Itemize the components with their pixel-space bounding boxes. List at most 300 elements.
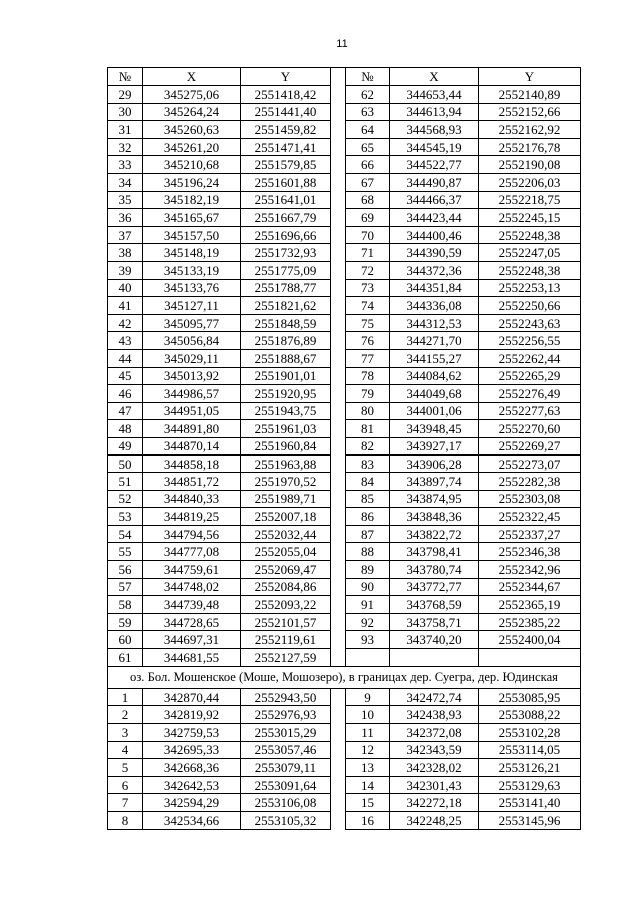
y-coordinate-cell: 2553102,28 bbox=[479, 723, 581, 741]
y-coordinate-cell: 2552282,38 bbox=[479, 473, 581, 491]
point-number-cell: 86 bbox=[346, 508, 390, 526]
table-row bbox=[108, 173, 581, 191]
table-row bbox=[108, 226, 581, 244]
y-coordinate-cell: 2551471,41 bbox=[241, 138, 331, 156]
column-spacer bbox=[331, 156, 346, 174]
x-coordinate-cell: 343948,45 bbox=[390, 420, 479, 438]
y-coordinate-cell: 2552069,47 bbox=[241, 561, 331, 579]
point-number-cell: 59 bbox=[108, 613, 143, 631]
x-coordinate-cell: 344271,70 bbox=[390, 332, 479, 350]
x-coordinate-cell: 342248,25 bbox=[390, 811, 479, 829]
y-coordinate-cell: 2551888,67 bbox=[241, 349, 331, 367]
table-row bbox=[108, 455, 581, 473]
table-row bbox=[108, 578, 581, 596]
point-number-cell: 52 bbox=[108, 490, 143, 508]
x-coordinate-cell: 345127,11 bbox=[143, 297, 241, 315]
point-number-cell: 62 bbox=[346, 86, 390, 104]
column-spacer bbox=[331, 596, 346, 614]
point-number-cell: 35 bbox=[108, 191, 143, 209]
y-coordinate-cell: 2552253,13 bbox=[479, 279, 581, 297]
table-row bbox=[108, 279, 581, 297]
y-coordinate-cell: 2551970,52 bbox=[241, 473, 331, 491]
point-number-cell: 82 bbox=[346, 437, 390, 455]
x-coordinate-cell: 344851,72 bbox=[143, 473, 241, 491]
x-coordinate-cell: 344351,84 bbox=[390, 279, 479, 297]
x-coordinate-cell: 343758,71 bbox=[390, 613, 479, 631]
x-coordinate-cell: 344840,33 bbox=[143, 490, 241, 508]
x-coordinate-cell: 342695,33 bbox=[143, 741, 241, 759]
x-coordinate-cell: 344466,37 bbox=[390, 191, 479, 209]
x-coordinate-cell: 345275,06 bbox=[143, 86, 241, 104]
y-coordinate-cell: 2552400,04 bbox=[479, 631, 581, 649]
table-row bbox=[108, 385, 581, 403]
y-coordinate-cell: 2553145,96 bbox=[479, 811, 581, 829]
y-coordinate-cell: 2552245,15 bbox=[479, 209, 581, 227]
column-spacer bbox=[331, 649, 346, 667]
table-row bbox=[108, 332, 581, 350]
page-number: 11 bbox=[336, 38, 348, 50]
point-number-cell: 65 bbox=[346, 138, 390, 156]
section-caption-group bbox=[108, 666, 581, 688]
point-number-cell: 40 bbox=[108, 279, 143, 297]
table-row bbox=[108, 191, 581, 209]
column-spacer bbox=[331, 226, 346, 244]
y-coordinate-cell: 2552093,22 bbox=[241, 596, 331, 614]
point-number-cell: 69 bbox=[346, 209, 390, 227]
header-point-number-right: № bbox=[346, 68, 390, 86]
y-coordinate-cell: 2551441,40 bbox=[241, 103, 331, 121]
x-coordinate-cell: 344372,36 bbox=[390, 261, 479, 279]
x-coordinate-cell: 344400,46 bbox=[390, 226, 479, 244]
x-coordinate-cell: 345029,11 bbox=[143, 349, 241, 367]
y-coordinate-cell: 2551667,79 bbox=[241, 209, 331, 227]
point-number-cell: 68 bbox=[346, 191, 390, 209]
point-number-cell: 78 bbox=[346, 367, 390, 385]
point-number-cell: 6 bbox=[108, 776, 143, 794]
column-spacer bbox=[331, 578, 346, 596]
x-coordinate-cell: 345013,92 bbox=[143, 367, 241, 385]
x-coordinate-cell: 342668,36 bbox=[143, 759, 241, 777]
y-coordinate-cell: 2552248,38 bbox=[479, 261, 581, 279]
point-number-cell: 67 bbox=[346, 173, 390, 191]
y-coordinate-cell: 2552256,55 bbox=[479, 332, 581, 350]
x-coordinate-cell: 344759,61 bbox=[143, 561, 241, 579]
table-row bbox=[108, 437, 581, 455]
table-row bbox=[108, 156, 581, 174]
point-number-cell: 92 bbox=[346, 613, 390, 631]
point-number-cell: 41 bbox=[108, 297, 143, 315]
column-spacer bbox=[331, 473, 346, 491]
table-row bbox=[108, 649, 581, 667]
column-spacer bbox=[331, 173, 346, 191]
x-coordinate-cell: 344891,80 bbox=[143, 420, 241, 438]
point-number-cell: 71 bbox=[346, 244, 390, 262]
column-spacer bbox=[331, 561, 346, 579]
point-number-cell: 91 bbox=[346, 596, 390, 614]
y-coordinate-cell: 2552976,93 bbox=[241, 706, 331, 724]
y-coordinate-cell: 2551920,95 bbox=[241, 385, 331, 403]
table-row bbox=[108, 759, 581, 777]
header-point-number-left: № bbox=[108, 68, 143, 86]
y-coordinate-cell: 2553141,40 bbox=[479, 794, 581, 812]
section-caption: оз. Бол. Мошенское (Моше, Мошозеро), в границах дер. Суегра, дер. Юдинская bbox=[108, 666, 581, 688]
table-row bbox=[108, 561, 581, 579]
point-number-cell: 70 bbox=[346, 226, 390, 244]
x-coordinate-cell: 343798,41 bbox=[390, 543, 479, 561]
x-coordinate-cell: 344522,77 bbox=[390, 156, 479, 174]
table-row bbox=[108, 209, 581, 227]
y-coordinate-cell: 2552248,38 bbox=[479, 226, 581, 244]
x-coordinate-cell: 344423,44 bbox=[390, 209, 479, 227]
table-row bbox=[108, 794, 581, 812]
y-coordinate-cell: 2552140,89 bbox=[479, 86, 581, 104]
y-coordinate-cell: 2552344,67 bbox=[479, 578, 581, 596]
column-spacer bbox=[331, 191, 346, 209]
table-row bbox=[108, 121, 581, 139]
x-coordinate-cell: 342819,92 bbox=[143, 706, 241, 724]
point-number-cell: 76 bbox=[346, 332, 390, 350]
y-coordinate-cell: 2553091,64 bbox=[241, 776, 331, 794]
point-number-cell: 5 bbox=[108, 759, 143, 777]
column-spacer bbox=[331, 688, 346, 706]
y-coordinate-cell: 2552084,86 bbox=[241, 578, 331, 596]
point-number-cell: 39 bbox=[108, 261, 143, 279]
column-spacer bbox=[331, 759, 346, 777]
point-number-cell: 36 bbox=[108, 209, 143, 227]
x-coordinate-cell: 343874,95 bbox=[390, 490, 479, 508]
column-spacer bbox=[331, 385, 346, 403]
x-coordinate-cell: 344777,08 bbox=[143, 543, 241, 561]
x-coordinate-cell: 342594,29 bbox=[143, 794, 241, 812]
point-number-cell: 44 bbox=[108, 349, 143, 367]
point-number-cell: 89 bbox=[346, 561, 390, 579]
y-coordinate-cell: 2552243,63 bbox=[479, 314, 581, 332]
y-coordinate-cell: 2552385,22 bbox=[479, 613, 581, 631]
table-header bbox=[108, 68, 581, 86]
x-coordinate-cell bbox=[390, 649, 479, 667]
y-coordinate-cell: 2553079,11 bbox=[241, 759, 331, 777]
y-coordinate-cell: 2552032,44 bbox=[241, 525, 331, 543]
y-coordinate-cell: 2552303,08 bbox=[479, 490, 581, 508]
y-coordinate-cell: 2552262,44 bbox=[479, 349, 581, 367]
column-spacer bbox=[331, 741, 346, 759]
point-number-cell: 42 bbox=[108, 314, 143, 332]
point-number-cell: 73 bbox=[346, 279, 390, 297]
x-coordinate-cell: 342472,74 bbox=[390, 688, 479, 706]
column-spacer bbox=[331, 613, 346, 631]
table-row bbox=[108, 244, 581, 262]
table-row bbox=[108, 402, 581, 420]
x-coordinate-cell: 345196,24 bbox=[143, 173, 241, 191]
x-coordinate-cell: 344049,68 bbox=[390, 385, 479, 403]
column-spacer bbox=[331, 543, 346, 561]
point-number-cell: 3 bbox=[108, 723, 143, 741]
table-row bbox=[108, 525, 581, 543]
point-number-cell: 90 bbox=[346, 578, 390, 596]
y-coordinate-cell: 2553114,05 bbox=[479, 741, 581, 759]
point-number-cell: 38 bbox=[108, 244, 143, 262]
coordinates-table bbox=[107, 67, 581, 830]
y-coordinate-cell: 2552206,03 bbox=[479, 173, 581, 191]
table-row bbox=[108, 723, 581, 741]
table-row bbox=[108, 297, 581, 315]
point-number-cell: 16 bbox=[346, 811, 390, 829]
point-number-cell: 30 bbox=[108, 103, 143, 121]
x-coordinate-cell: 345210,68 bbox=[143, 156, 241, 174]
x-coordinate-cell: 345264,24 bbox=[143, 103, 241, 121]
y-coordinate-cell: 2552176,78 bbox=[479, 138, 581, 156]
x-coordinate-cell: 344697,31 bbox=[143, 631, 241, 649]
point-number-cell: 37 bbox=[108, 226, 143, 244]
x-coordinate-cell: 345056,84 bbox=[143, 332, 241, 350]
point-number-cell: 80 bbox=[346, 402, 390, 420]
y-coordinate-cell: 2553126,21 bbox=[479, 759, 581, 777]
section-caption-row bbox=[108, 666, 581, 688]
table-row bbox=[108, 138, 581, 156]
y-coordinate-cell: 2552247,05 bbox=[479, 244, 581, 262]
column-spacer bbox=[331, 420, 346, 438]
point-number-cell: 88 bbox=[346, 543, 390, 561]
y-coordinate-cell: 2551821,62 bbox=[241, 297, 331, 315]
point-number-cell: 4 bbox=[108, 741, 143, 759]
y-coordinate-cell: 2552270,60 bbox=[479, 420, 581, 438]
point-number-cell: 8 bbox=[108, 811, 143, 829]
x-coordinate-cell: 345261,20 bbox=[143, 138, 241, 156]
header-y-right: Y bbox=[479, 68, 581, 86]
column-spacer bbox=[331, 455, 346, 473]
point-number-cell: 10 bbox=[346, 706, 390, 724]
y-coordinate-cell: 2551963,88 bbox=[241, 455, 331, 473]
y-coordinate-cell: 2551775,09 bbox=[241, 261, 331, 279]
x-coordinate-cell: 342642,53 bbox=[143, 776, 241, 794]
table-row bbox=[108, 543, 581, 561]
column-spacer bbox=[331, 68, 346, 86]
x-coordinate-cell: 344545,19 bbox=[390, 138, 479, 156]
column-spacer bbox=[331, 209, 346, 227]
y-coordinate-cell: 2551579,85 bbox=[241, 156, 331, 174]
table-row bbox=[108, 490, 581, 508]
y-coordinate-cell: 2552365,19 bbox=[479, 596, 581, 614]
y-coordinate-cell: 2551961,03 bbox=[241, 420, 331, 438]
point-number-cell: 84 bbox=[346, 473, 390, 491]
column-spacer bbox=[331, 706, 346, 724]
y-coordinate-cell: 2552250,66 bbox=[479, 297, 581, 315]
y-coordinate-cell: 2552162,92 bbox=[479, 121, 581, 139]
x-coordinate-cell: 344819,25 bbox=[143, 508, 241, 526]
table-row bbox=[108, 86, 581, 104]
y-coordinate-cell: 2551901,01 bbox=[241, 367, 331, 385]
x-coordinate-cell: 342870,44 bbox=[143, 688, 241, 706]
x-coordinate-cell: 344490,87 bbox=[390, 173, 479, 191]
y-coordinate-cell: 2551732,93 bbox=[241, 244, 331, 262]
column-spacer bbox=[331, 86, 346, 104]
point-number-cell: 51 bbox=[108, 473, 143, 491]
column-spacer bbox=[331, 121, 346, 139]
y-coordinate-cell: 2551459,82 bbox=[241, 121, 331, 139]
table-row bbox=[108, 508, 581, 526]
column-spacer bbox=[331, 261, 346, 279]
y-coordinate-cell: 2552007,18 bbox=[241, 508, 331, 526]
x-coordinate-cell: 342272,18 bbox=[390, 794, 479, 812]
y-coordinate-cell: 2553129,63 bbox=[479, 776, 581, 794]
point-number-cell: 12 bbox=[346, 741, 390, 759]
x-coordinate-cell: 343906,28 bbox=[390, 455, 479, 473]
x-coordinate-cell: 344728,65 bbox=[143, 613, 241, 631]
table-row bbox=[108, 613, 581, 631]
point-number-cell: 46 bbox=[108, 385, 143, 403]
x-coordinate-cell: 345148,19 bbox=[143, 244, 241, 262]
x-coordinate-cell: 343768,59 bbox=[390, 596, 479, 614]
header-x-left: X bbox=[143, 68, 241, 86]
y-coordinate-cell: 2552119,61 bbox=[241, 631, 331, 649]
y-coordinate-cell: 2552337,27 bbox=[479, 525, 581, 543]
x-coordinate-cell: 345095,77 bbox=[143, 314, 241, 332]
table-row bbox=[108, 688, 581, 706]
point-number-cell: 13 bbox=[346, 759, 390, 777]
y-coordinate-cell: 2551418,42 bbox=[241, 86, 331, 104]
column-spacer bbox=[331, 402, 346, 420]
point-number-cell: 34 bbox=[108, 173, 143, 191]
y-coordinate-cell: 2553105,32 bbox=[241, 811, 331, 829]
y-coordinate-cell: 2553088,22 bbox=[479, 706, 581, 724]
column-spacer bbox=[331, 103, 346, 121]
point-number-cell: 49 bbox=[108, 437, 143, 455]
point-number-cell bbox=[346, 649, 390, 667]
point-number-cell: 7 bbox=[108, 794, 143, 812]
x-coordinate-cell: 344870,14 bbox=[143, 437, 241, 455]
y-coordinate-cell: 2553106,08 bbox=[241, 794, 331, 812]
y-coordinate-cell: 2552127,59 bbox=[241, 649, 331, 667]
point-number-cell: 32 bbox=[108, 138, 143, 156]
x-coordinate-cell: 344951,05 bbox=[143, 402, 241, 420]
x-coordinate-cell: 344001,06 bbox=[390, 402, 479, 420]
x-coordinate-cell: 344155,27 bbox=[390, 349, 479, 367]
x-coordinate-cell: 345133,19 bbox=[143, 261, 241, 279]
y-coordinate-cell: 2552346,38 bbox=[479, 543, 581, 561]
y-coordinate-cell: 2553085,95 bbox=[479, 688, 581, 706]
y-coordinate-cell: 2551943,75 bbox=[241, 402, 331, 420]
point-number-cell: 61 bbox=[108, 649, 143, 667]
table-row bbox=[108, 103, 581, 121]
y-coordinate-cell: 2552101,57 bbox=[241, 613, 331, 631]
column-spacer bbox=[331, 811, 346, 829]
header-x-right: X bbox=[390, 68, 479, 86]
column-spacer bbox=[331, 794, 346, 812]
x-coordinate-cell: 343822,72 bbox=[390, 525, 479, 543]
x-coordinate-cell: 342343,59 bbox=[390, 741, 479, 759]
x-coordinate-cell: 344794,56 bbox=[143, 525, 241, 543]
point-number-cell: 81 bbox=[346, 420, 390, 438]
table-row bbox=[108, 314, 581, 332]
y-coordinate-cell: 2551876,89 bbox=[241, 332, 331, 350]
x-coordinate-cell: 343897,74 bbox=[390, 473, 479, 491]
y-coordinate-cell: 2552277,63 bbox=[479, 402, 581, 420]
point-number-cell: 58 bbox=[108, 596, 143, 614]
column-spacer bbox=[331, 437, 346, 455]
x-coordinate-cell: 345157,50 bbox=[143, 226, 241, 244]
y-coordinate-cell: 2551788,77 bbox=[241, 279, 331, 297]
point-number-cell: 45 bbox=[108, 367, 143, 385]
point-number-cell: 29 bbox=[108, 86, 143, 104]
point-number-cell: 74 bbox=[346, 297, 390, 315]
point-number-cell: 14 bbox=[346, 776, 390, 794]
x-coordinate-cell: 344653,44 bbox=[390, 86, 479, 104]
table-header-row bbox=[108, 68, 581, 86]
table-row bbox=[108, 776, 581, 794]
x-coordinate-cell: 343780,74 bbox=[390, 561, 479, 579]
table-row bbox=[108, 473, 581, 491]
point-number-cell: 33 bbox=[108, 156, 143, 174]
y-coordinate-cell: 2552273,07 bbox=[479, 455, 581, 473]
point-number-cell: 87 bbox=[346, 525, 390, 543]
x-coordinate-cell: 344568,93 bbox=[390, 121, 479, 139]
column-spacer bbox=[331, 138, 346, 156]
x-coordinate-cell: 344084,62 bbox=[390, 367, 479, 385]
x-coordinate-cell: 345165,67 bbox=[143, 209, 241, 227]
y-coordinate-cell: 2551696,66 bbox=[241, 226, 331, 244]
y-coordinate-cell: 2552322,45 bbox=[479, 508, 581, 526]
point-number-cell: 50 bbox=[108, 455, 143, 473]
x-coordinate-cell: 345260,63 bbox=[143, 121, 241, 139]
point-number-cell: 60 bbox=[108, 631, 143, 649]
point-number-cell: 75 bbox=[346, 314, 390, 332]
x-coordinate-cell: 343927,17 bbox=[390, 437, 479, 455]
points-group-2 bbox=[108, 688, 581, 829]
y-coordinate-cell: 2551641,01 bbox=[241, 191, 331, 209]
y-coordinate-cell: 2553057,46 bbox=[241, 741, 331, 759]
x-coordinate-cell: 344681,55 bbox=[143, 649, 241, 667]
point-number-cell: 9 bbox=[346, 688, 390, 706]
table-row bbox=[108, 631, 581, 649]
x-coordinate-cell: 342328,02 bbox=[390, 759, 479, 777]
point-number-cell: 83 bbox=[346, 455, 390, 473]
point-number-cell: 2 bbox=[108, 706, 143, 724]
column-spacer bbox=[331, 314, 346, 332]
x-coordinate-cell: 344858,18 bbox=[143, 455, 241, 473]
x-coordinate-cell: 344739,48 bbox=[143, 596, 241, 614]
point-number-cell: 63 bbox=[346, 103, 390, 121]
table-row bbox=[108, 741, 581, 759]
x-coordinate-cell: 344748,02 bbox=[143, 578, 241, 596]
y-coordinate-cell: 2551989,71 bbox=[241, 490, 331, 508]
point-number-cell: 47 bbox=[108, 402, 143, 420]
points-group-1 bbox=[108, 86, 581, 667]
y-coordinate-cell: 2551960,84 bbox=[241, 437, 331, 455]
table-row bbox=[108, 596, 581, 614]
x-coordinate-cell: 342534,66 bbox=[143, 811, 241, 829]
point-number-cell: 85 bbox=[346, 490, 390, 508]
x-coordinate-cell: 344613,94 bbox=[390, 103, 479, 121]
point-number-cell: 66 bbox=[346, 156, 390, 174]
column-spacer bbox=[331, 279, 346, 297]
y-coordinate-cell: 2552342,96 bbox=[479, 561, 581, 579]
x-coordinate-cell: 345182,19 bbox=[143, 191, 241, 209]
y-coordinate-cell: 2552276,49 bbox=[479, 385, 581, 403]
x-coordinate-cell: 342759,53 bbox=[143, 723, 241, 741]
y-coordinate-cell: 2552265,29 bbox=[479, 367, 581, 385]
x-coordinate-cell: 343848,36 bbox=[390, 508, 479, 526]
point-number-cell: 1 bbox=[108, 688, 143, 706]
table-row bbox=[108, 706, 581, 724]
x-coordinate-cell: 344390,59 bbox=[390, 244, 479, 262]
x-coordinate-cell: 343740,20 bbox=[390, 631, 479, 649]
column-spacer bbox=[331, 332, 346, 350]
y-coordinate-cell: 2552943,50 bbox=[241, 688, 331, 706]
point-number-cell: 93 bbox=[346, 631, 390, 649]
y-coordinate-cell: 2552152,66 bbox=[479, 103, 581, 121]
x-coordinate-cell: 342438,93 bbox=[390, 706, 479, 724]
point-number-cell: 48 bbox=[108, 420, 143, 438]
